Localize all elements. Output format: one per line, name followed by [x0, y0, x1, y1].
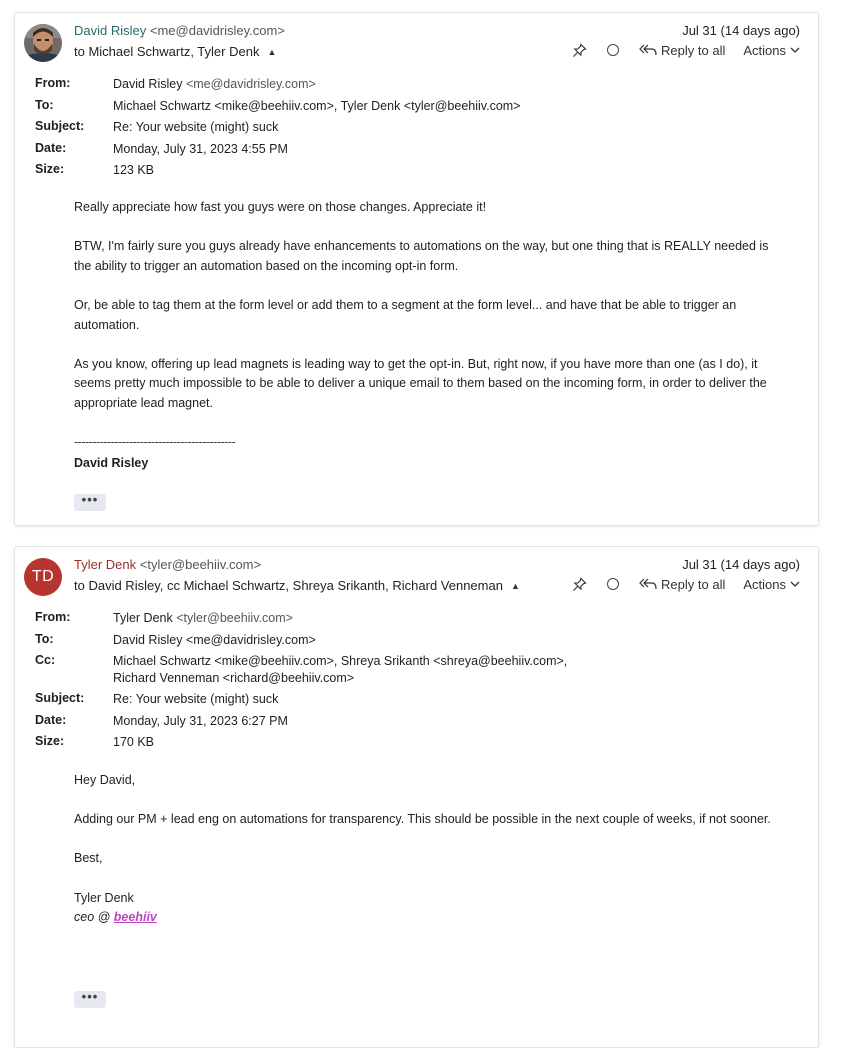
- from-value: [113, 610, 293, 627]
- from-name[interactable]: Tyler Denk: [113, 611, 173, 625]
- recipients-summary: to Michael Schwartz, Tyler Denk: [74, 44, 260, 59]
- to-label: To:: [35, 97, 54, 112]
- chevron-down-icon: [790, 47, 800, 54]
- sender-avatar: TD: [24, 558, 62, 596]
- signature-title-prefix: ceo @: [74, 910, 114, 925]
- show-quoted-button[interactable]: •••: [74, 991, 106, 1008]
- collapse-caret-icon[interactable]: ▲: [510, 581, 520, 591]
- show-quoted-button[interactable]: •••: [74, 494, 106, 511]
- date-value: Monday, July 31, 2023 4:55 PM: [113, 141, 288, 156]
- from-label: From:: [35, 610, 71, 624]
- from-name[interactable]: David Risley: [113, 77, 183, 91]
- from-value: [113, 76, 316, 93]
- pin-icon[interactable]: [571, 576, 587, 592]
- message-date: Jul 31 (14 days ago): [682, 23, 800, 38]
- actions-label: Actions: [743, 576, 786, 592]
- recipients-summary: to David Risley, cc Michael Schwartz, Shreya Srikanth, Richard Venneman: [74, 578, 503, 593]
- reply-all-button[interactable]: [639, 577, 725, 592]
- pin-icon[interactable]: [571, 42, 587, 58]
- to-value: David Risley <me@davidrisley.com>: [113, 632, 316, 647]
- actions-dropdown[interactable]: [743, 577, 800, 592]
- signature-title: [74, 908, 774, 928]
- size-label: Size:: [35, 734, 65, 748]
- actions-dropdown[interactable]: [743, 43, 800, 58]
- sender-email: <me@davidrisley.com>: [149, 23, 285, 38]
- cc-line-1: Michael Schwartz <mike@beehiiv.com>, Shreya Srikanth <shreya@beehiiv.com>,: [113, 654, 568, 668]
- body-paragraph: Hey David,: [74, 773, 136, 787]
- body-paragraph: Really appreciate how fast you guys were on those changes. Appreciate it!: [74, 200, 487, 214]
- mark-read-circle-icon[interactable]: [607, 44, 619, 56]
- size-value: 170 KB: [113, 735, 155, 749]
- sender-avatar: [24, 24, 62, 62]
- from-label: From:: [35, 76, 71, 90]
- message-body: [74, 771, 774, 928]
- message-actions: [571, 42, 800, 58]
- to-label: To:: [35, 631, 54, 646]
- reply-all-label: Reply to all: [661, 576, 726, 592]
- sender-line: [74, 557, 261, 572]
- chevron-down-icon: [790, 581, 800, 588]
- message-body: [74, 198, 774, 474]
- sender-name[interactable]: David Risley: [74, 23, 147, 38]
- recipients-line[interactable]: [74, 578, 520, 593]
- subject-value: Re: Your website (might) suck: [113, 692, 279, 706]
- email-message-1: [14, 12, 819, 526]
- subject-label: Subject:: [35, 691, 85, 705]
- reply-all-label: Reply to all: [661, 42, 726, 58]
- from-email: <me@davidrisley.com>: [185, 77, 316, 91]
- reply-all-icon: [639, 44, 657, 56]
- sender-name[interactable]: Tyler Denk: [74, 557, 137, 572]
- subject-label: Subject:: [35, 119, 85, 133]
- size-label: Size:: [35, 162, 65, 176]
- body-paragraph: BTW, I'm fairly sure you guys already have enhancements to automations on the way, but one thing that is REALLY needed is the ability to trigger an automation based on the incoming opt-in form.: [74, 239, 769, 273]
- date-value: Monday, July 31, 2023 6:27 PM: [113, 713, 288, 728]
- date-label: Date:: [35, 712, 67, 727]
- actions-label: Actions: [743, 42, 786, 58]
- sender-line: [74, 23, 285, 38]
- body-paragraph: As you know, offering up lead magnets is leading way to get the opt-in. But, right now, if you have more than one (as I do), it seems pretty much impossible to be able to deliver a unique email to them based on the incoming form, in order to deliver the appropriate lead magnet.: [74, 356, 767, 410]
- body-paragraph: Or, be able to tag them at the form level or add them to a segment at the form level... and have that be able to trigger an automation.: [74, 297, 737, 332]
- signature-rule: --------------------------------------------: [74, 435, 236, 450]
- from-email: <tyler@beehiiv.com>: [176, 611, 293, 625]
- signature-name: Tyler Denk: [74, 890, 134, 905]
- date-label: Date:: [35, 140, 67, 155]
- size-value: 123 KB: [113, 163, 155, 177]
- body-paragraph: Best,: [74, 851, 103, 866]
- cc-value: [113, 653, 567, 687]
- body-paragraph: Adding our PM + lead eng on automations for transparency. This should be possible in the next couple of weeks, if not sooner.: [74, 812, 771, 827]
- cc-line-2: Richard Venneman <richard@beehiiv.com>: [113, 671, 355, 685]
- collapse-caret-icon[interactable]: ▲: [267, 47, 277, 57]
- signature-name: David Risley: [74, 456, 149, 471]
- message-date: Jul 31 (14 days ago): [682, 557, 800, 572]
- message-actions: [571, 576, 800, 592]
- recipients-line[interactable]: [74, 44, 276, 59]
- reply-all-icon: [639, 578, 657, 590]
- sender-email: <tyler@beehiiv.com>: [139, 557, 262, 572]
- cc-label: Cc:: [35, 653, 56, 667]
- signature-link[interactable]: beehiiv: [113, 910, 157, 925]
- reply-all-button[interactable]: [639, 43, 725, 58]
- subject-value: Re: Your website (might) suck: [113, 120, 279, 134]
- mark-read-circle-icon[interactable]: [607, 578, 619, 590]
- to-value: Michael Schwartz <mike@beehiiv.com>, Tyler Denk <tyler@beehiiv.com>: [113, 98, 521, 113]
- email-message-2: [14, 546, 819, 1048]
